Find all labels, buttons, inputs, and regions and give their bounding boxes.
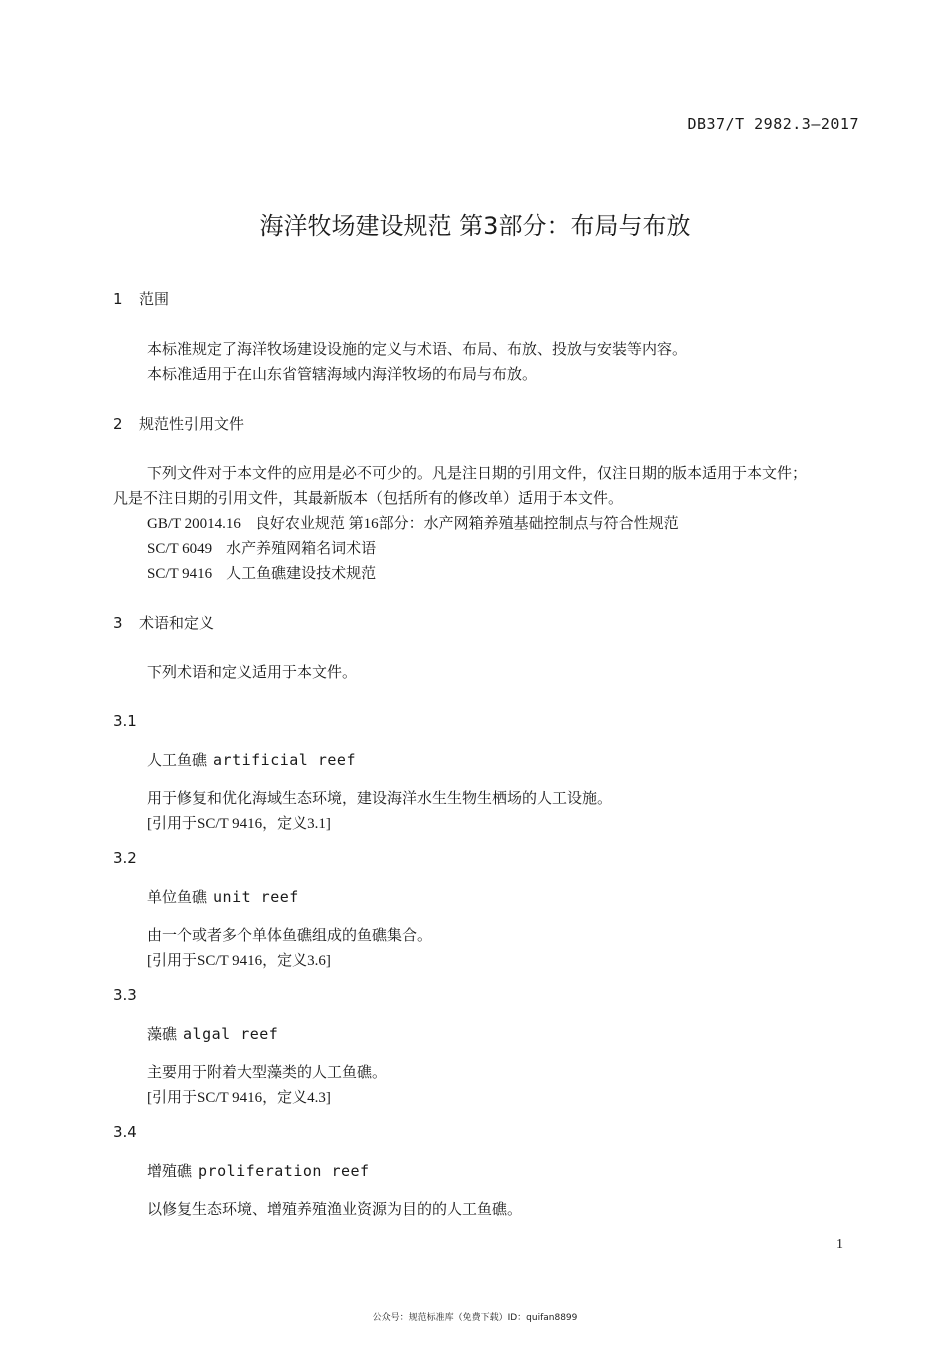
reference-code: SC/T 6049 <box>147 541 213 557</box>
section-number: 1 <box>113 290 123 308</box>
term-zh: 人工鱼礁 <box>147 751 208 769</box>
term-zh: 单位鱼礁 <box>147 888 208 906</box>
term-number: 3.4 <box>113 1123 137 1141</box>
term-heading <box>147 886 299 907</box>
page-title: 海洋牧场建设规范 第3部分：布局与布放 <box>259 212 691 240</box>
term-en: proliferation reef <box>198 1162 370 1180</box>
references-intro-line-2: 凡是不注日期的引用文件，其最新版本（包括所有的修改单）适用于本文件。 <box>113 491 624 507</box>
term-source: [引用于SC/T 9416，定义4.3] <box>147 1090 331 1106</box>
scope-paragraph-1: 本标准规定了海洋牧场建设设施的定义与术语、布局、布放、投放与安装等内容。 <box>147 342 688 358</box>
section-number: 2 <box>113 415 123 433</box>
term-definition: 主要用于附着大型藻类的人工鱼礁。 <box>147 1065 388 1081</box>
term-heading <box>147 749 356 770</box>
section-title: 规范性引用文件 <box>139 415 245 433</box>
reference-code: GB/T 20014.16 <box>147 516 241 532</box>
section-title: 术语和定义 <box>139 614 215 632</box>
term-en: artificial reef <box>213 751 356 769</box>
reference-item <box>147 562 376 583</box>
term-source: [引用于SC/T 9416，定义3.1] <box>147 816 331 832</box>
reference-title: 水产养殖网箱名词术语 <box>226 541 377 557</box>
document-code: DB37/T 2982.3—2017 <box>687 115 859 133</box>
section-heading-scope <box>113 288 169 309</box>
term-number: 3.3 <box>113 986 137 1004</box>
reference-title: 人工鱼礁建设技术规范 <box>226 566 377 582</box>
page-number: 1 <box>836 1237 843 1252</box>
term-heading <box>147 1160 370 1181</box>
section-title: 范围 <box>139 290 170 308</box>
reference-code: SC/T 9416 <box>147 566 213 582</box>
term-definition: 用于修复和优化海域生态环境，建设海洋水生生物生栖场的人工设施。 <box>147 791 613 807</box>
reference-item <box>147 512 679 533</box>
reference-title: 良好农业规范 第16部分：水产网箱养殖基础控制点与符合性规范 <box>254 516 679 532</box>
references-intro-line-1: 下列文件对于本文件的应用是必不可少的。凡是注日期的引用文件，仅注日期的版本适用于本文件； <box>147 466 808 482</box>
section-heading-terms <box>113 612 214 633</box>
term-number: 3.2 <box>113 849 137 867</box>
term-zh: 增殖礁 <box>147 1162 193 1180</box>
term-source: [引用于SC/T 9416，定义3.6] <box>147 953 331 969</box>
section-number: 3 <box>113 614 123 632</box>
term-number: 3.1 <box>113 712 137 730</box>
terms-intro: 下列术语和定义适用于本文件。 <box>147 665 358 681</box>
term-zh: 藻礁 <box>147 1025 178 1043</box>
scope-paragraph-2: 本标准适用于在山东省管辖海域内海洋牧场的布局与布放。 <box>147 367 538 383</box>
term-en: unit reef <box>213 888 299 906</box>
term-definition: 由一个或者多个单体鱼礁组成的鱼礁集合。 <box>147 928 433 944</box>
reference-item <box>147 537 376 558</box>
term-definition: 以修复生态环境、增殖养殖渔业资源为目的的人工鱼礁。 <box>147 1202 523 1218</box>
section-heading-references <box>113 413 244 434</box>
footer-watermark: 公众号：规范标准库（免费下载）ID：quifan8899 <box>372 1313 578 1323</box>
term-heading <box>147 1023 278 1044</box>
term-en: algal reef <box>183 1025 279 1043</box>
